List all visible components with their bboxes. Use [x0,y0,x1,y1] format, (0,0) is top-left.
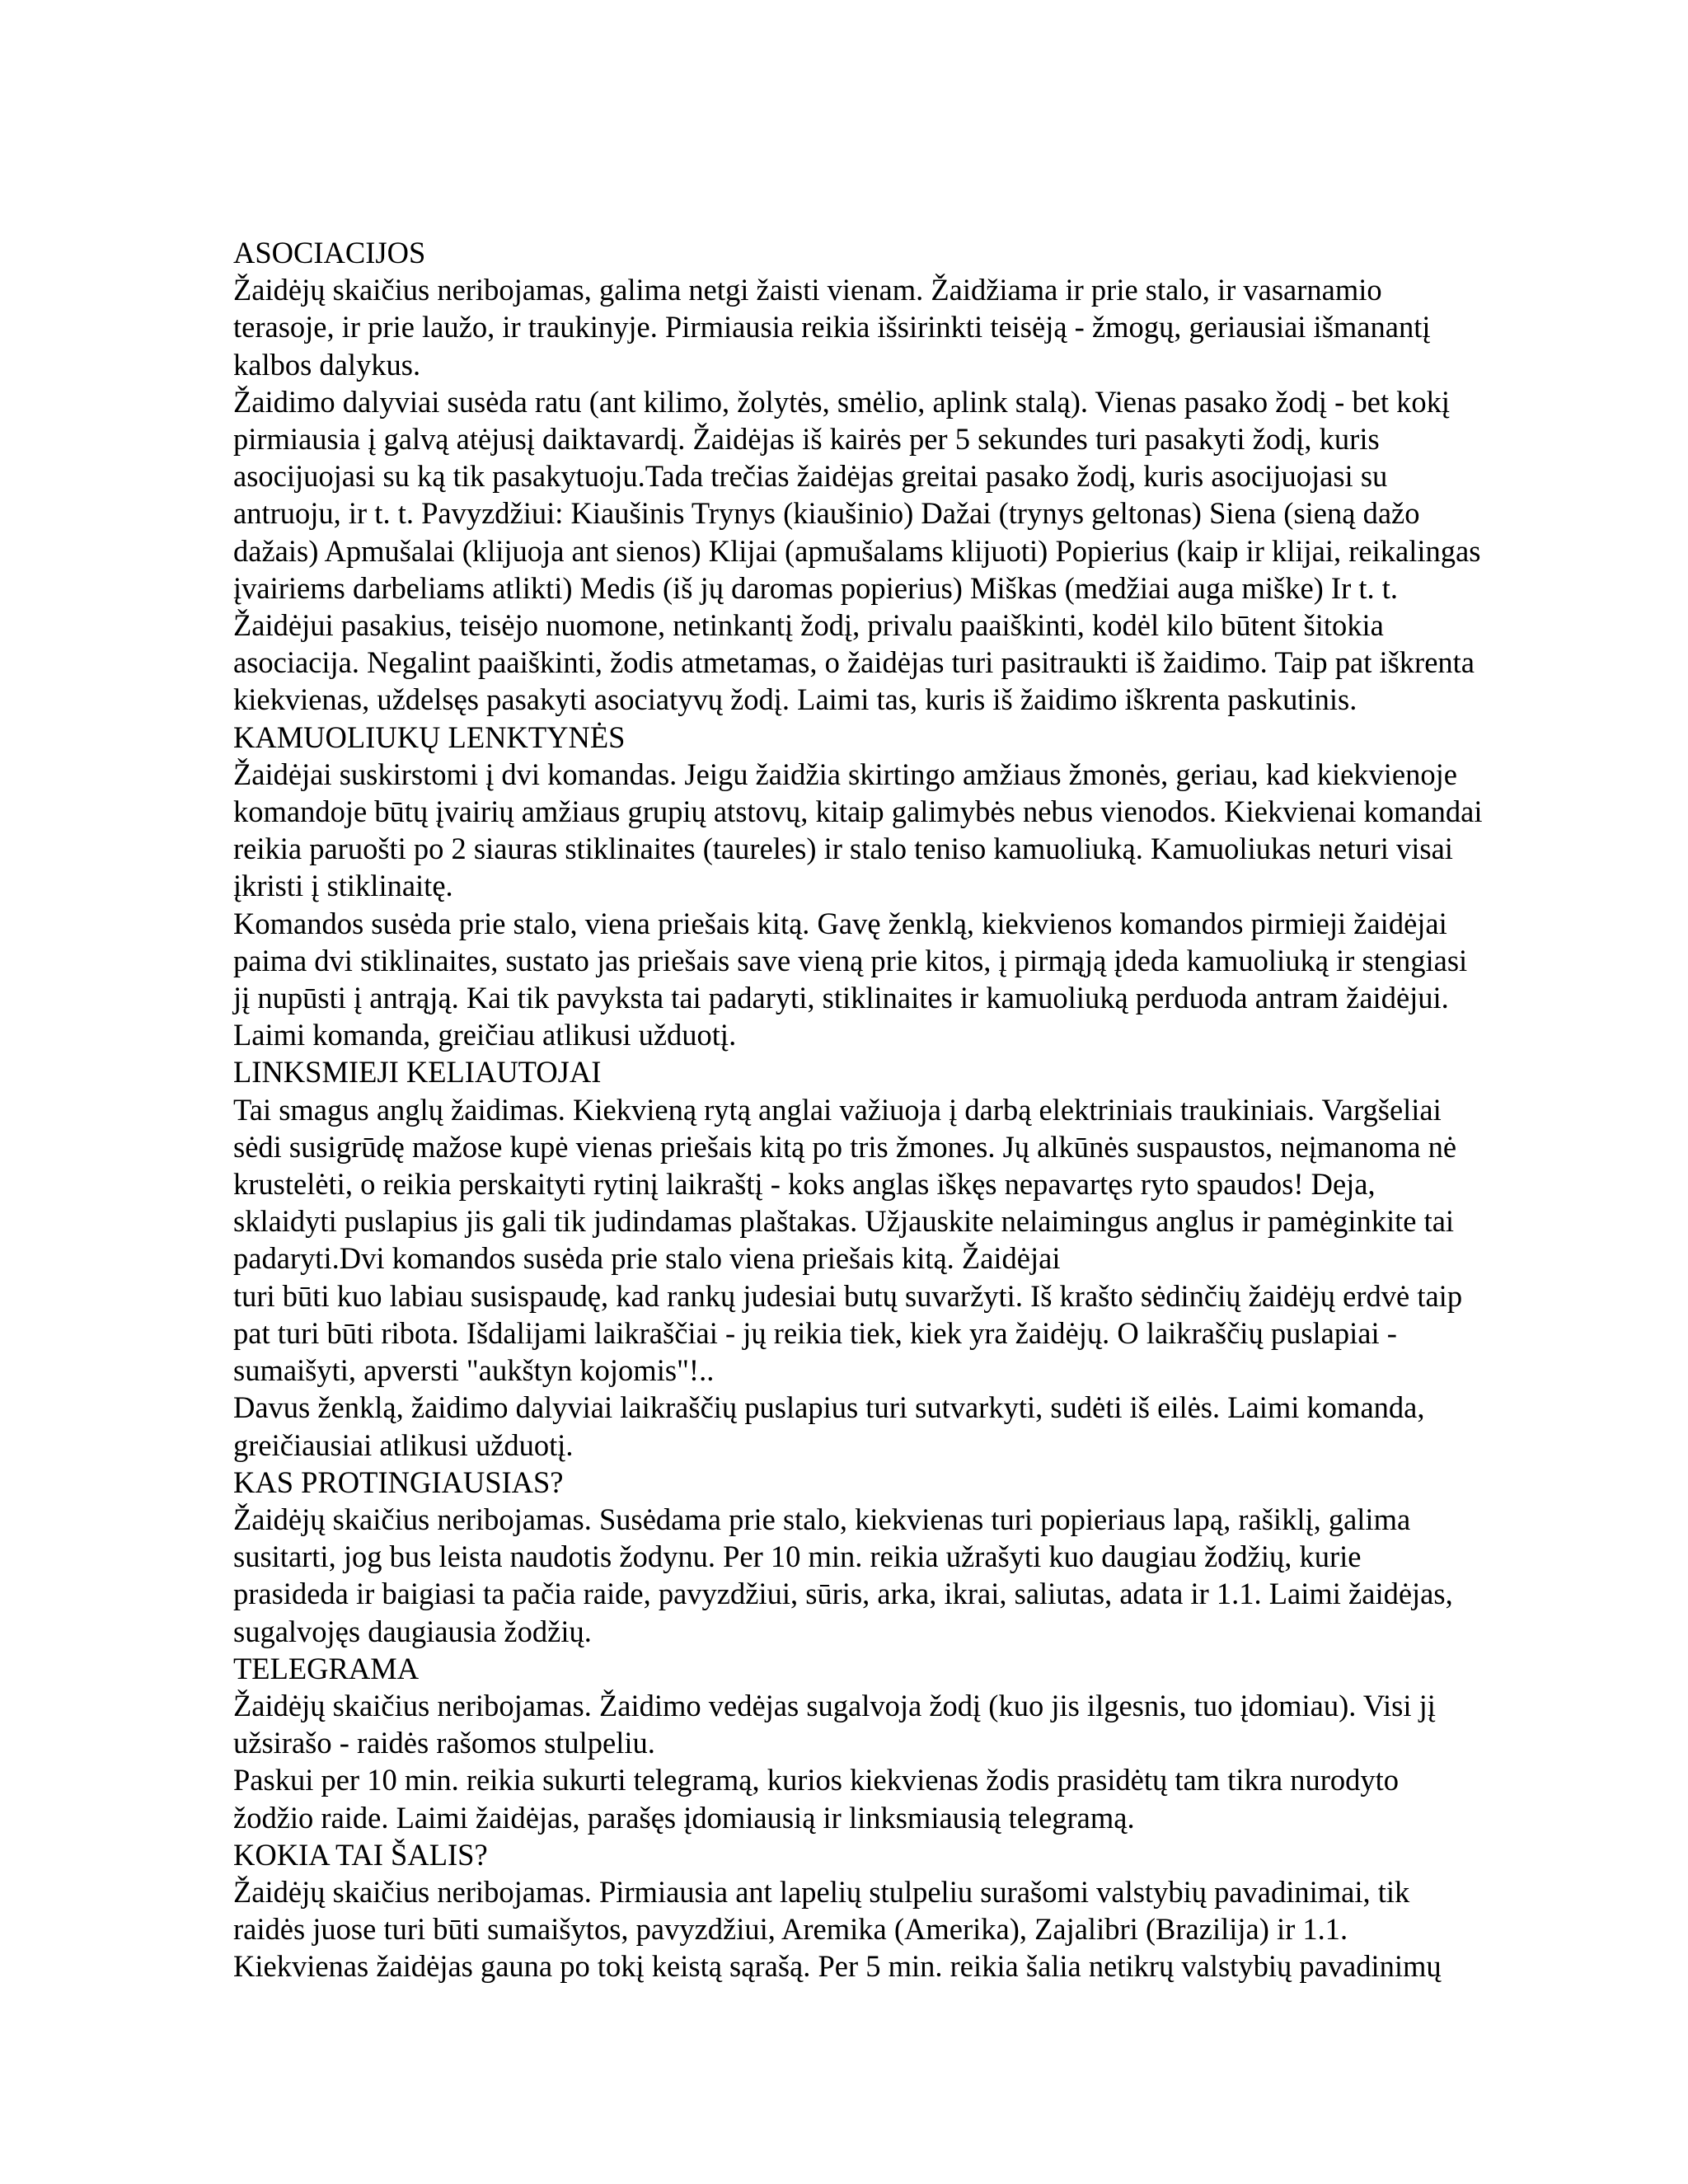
text-line: Tai smagus anglų žaidimas. Kiekvieną rytą anglai važiuoja į darbą elektriniais traukiniais. Vargšeliai [233,1092,1442,1127]
text-line: Žaidėjų skaičius neribojamas. Pirmiausia ant lapelių stulpeliu surašomi valstybių pavadinimai, tik [233,1874,1410,1909]
text-line: raidės juose turi būti sumaišytos, pavyzdžiui, Aremika (Amerika), Zajalibri (Brazilija) ir 1.1. [233,1912,1348,1947]
text-line: susitarti, jog bus leista naudotis žodynu. Per 10 min. reikia užrašyti kuo daugiau žodžių, kurie [233,1540,1362,1574]
text-line: įkristi į stiklinaitę. [233,869,453,903]
heading-linksmieji-keliautojai: LINKSMIEJI KELIAUTOJAI [233,1055,602,1090]
document-page [233,234,1610,1985]
text-line: krustelėti, o reikia perskaityti rytinį laikraštį - koks anglas iškęs nepavartęs ryto spaudos! Deja, [233,1167,1376,1202]
text-line: įvairiems darbeliams atlikti) Medis (iš jų daromas popierius) Miškas (medžiai auga miške) Ir t. t. [233,570,1399,605]
heading-kamuoliuku-lenktynes: KAMUOLIUKŲ LENKTYNĖS [233,719,626,754]
text-line: greičiausiai atlikusi užduotį. [233,1427,574,1462]
heading-kokia-tai-salis: KOKIA TAI ŠALIS? [233,1837,488,1872]
text-line: kiekvienas, uždelsęs pasakyti asociatyvų žodį. Laimi tas, kuris iš žaidimo iškrenta paskutinis. [233,682,1357,717]
text-line: Žaidėjų skaičius neribojamas. Žaidimo vedėjas sugalvoja žodį (kuo jis ilgesnis, tuo įdomiau). Visi jį [233,1688,1436,1722]
text-line: jį nupūsti į antrąją. Kai tik pavyksta tai padaryti, stiklinaites ir kamuoliuką perduoda antram žaidėjui. [233,981,1449,1015]
text-line: sugalvojęs daugiausia žodžių. [233,1614,592,1648]
text-line: asocijuojasi su ką tik pasakytuoju.Tada trečias žaidėjas greitai pasako žodį, kuris asocijuojasi su [233,459,1388,494]
text-line: žodžio raide. Laimi žaidėjas, parašęs įdomiausią ir linksmiausią telegramą. [233,1800,1135,1835]
heading-kas-protingiausias: KAS PROTINGIAUSIAS? [233,1465,564,1499]
text-line: Laimi komanda, greičiau atlikusi užduotį. [233,1018,737,1052]
heading-asociacijos: ASOCIACIJOS [233,236,426,269]
text-line: sklaidyti puslapius jis gali tik judindamas plaštakas. Užjauskite nelaimingus anglus ir pamėginkite tai [233,1204,1455,1239]
text-line: antruoju, ir t. t. Pavyzdžiui: Kiaušinis Trynys (kiaušinio) Dažai (trynys geltonas) Siena (sieną dažo [233,496,1420,531]
text-line: padaryti.Dvi komandos susėda prie stalo viena priešais kitą. Žaidėjai [233,1241,1061,1276]
text-line: turi būti kuo labiau susispaudę, kad rankų judesiai butų suvaržyti. Iš krašto sėdinčių žaidėjų erdvė taip [233,1278,1463,1313]
text-line: Žaidėjai suskirstomi į dvi komandas. Jeigu žaidžia skirtingo amžiaus žmonės, geriau, kad kiekvienoje [233,757,1457,791]
text-line: sėdi susigrūdę mažose kupė vienas priešais kitą po tris žmones. Jų alkūnės suspaustos, neįmanoma nė [233,1129,1457,1164]
text-line: Žaidimo dalyviai susėda ratu (ant kilimo, žolytės, smėlio, aplink stalą). Vienas pasako žodį - bet kokį [233,384,1451,419]
text-line: reikia paruošti po 2 siauras stiklinaites (taureles) ir stalo teniso kamuoliuką. Kamuoliukas neturi visai [233,832,1453,866]
text-line: užsirašo - raidės rašomos stulpeliu. [233,1726,655,1760]
text-line: Kiekvienas žaidėjas gauna po tokį keistą sąrašą. Per 5 min. reikia šalia netikrų valstybių pavadinimų [233,1949,1442,1984]
heading-telegrama: TELEGRAMA [233,1651,420,1685]
text-line: dažais) Apmušalai (klijuoja ant sienos) Klijai (apmušalams klijuoti) Popierius (kaip ir klijai, reikalingas [233,533,1481,568]
text-line: Žaidėjų skaičius neribojamas. Susėdama prie stalo, kiekvienas turi popieriaus lapą, rašiklį, galima [233,1502,1411,1536]
text-line: Žaidėjų skaičius neribojamas, galima netgi žaisti vienam. Žaidžiama ir prie stalo, ir vasarnamio [233,273,1382,307]
text-line: asociacija. Negalint paaiškinti, žodis atmetamas, o žaidėjas turi pasitraukti iš žaidimo. Taip pat iškrenta [233,645,1475,680]
text-line: paima dvi stiklinaites, sustato jas priešais save vieną prie kitos, į pirmąją įdeda kamuoliuką ir stengiasi [233,943,1468,977]
text-line: terasoje, ir prie laužo, ir traukinyje. Pirmiausia reikia išsirinkti teisėją - žmogų, geriausiai išmanantį [233,310,1431,344]
text-line: Komandos susėda prie stalo, viena priešais kitą. Gavę ženklą, kiekvienos komandos pirmieji žaidėjai [233,906,1447,940]
text-line: Žaidėjui pasakius, teisėjo nuomone, netinkantį žodį, privalu paaiškinti, kodėl kilo būtent šitokia [233,608,1384,643]
text-line: sumaišyti, apversti "aukštyn kojomis"!.. [233,1353,715,1388]
text-line: pirmiausia į galvą atėjusį daiktavardį. Žaidėjas iš kairės per 5 sekundes turi pasakyti žodį, kuris [233,422,1380,457]
text-line: Paskui per 10 min. reikia sukurti telegramą, kurios kiekvienas žodis prasidėtų tam tikra nurodyto [233,1763,1400,1797]
text-line: prasideda ir baigiasi ta pačia raide, pavyzdžiui, sūris, arka, ikrai, saliutas, adata ir 1.1. Laimi žaidėjas, [233,1577,1453,1611]
text-line: komandoje būtų įvairių amžiaus grupių atstovų, kitaip galimybės nebus vienodos. Kiekvienai komandai [233,794,1483,829]
text-line: pat turi būti ribota. Išdalijami laikraščiai - jų reikia tiek, kiek yra žaidėjų. O laikraščių puslapiai - [233,1315,1397,1350]
text-line: Davus ženklą, žaidimo dalyviai laikraščių puslapius turi sutvarkyti, sudėti iš eilės. Laimi komanda, [233,1390,1425,1425]
text-line: kalbos dalykus. [233,347,421,382]
